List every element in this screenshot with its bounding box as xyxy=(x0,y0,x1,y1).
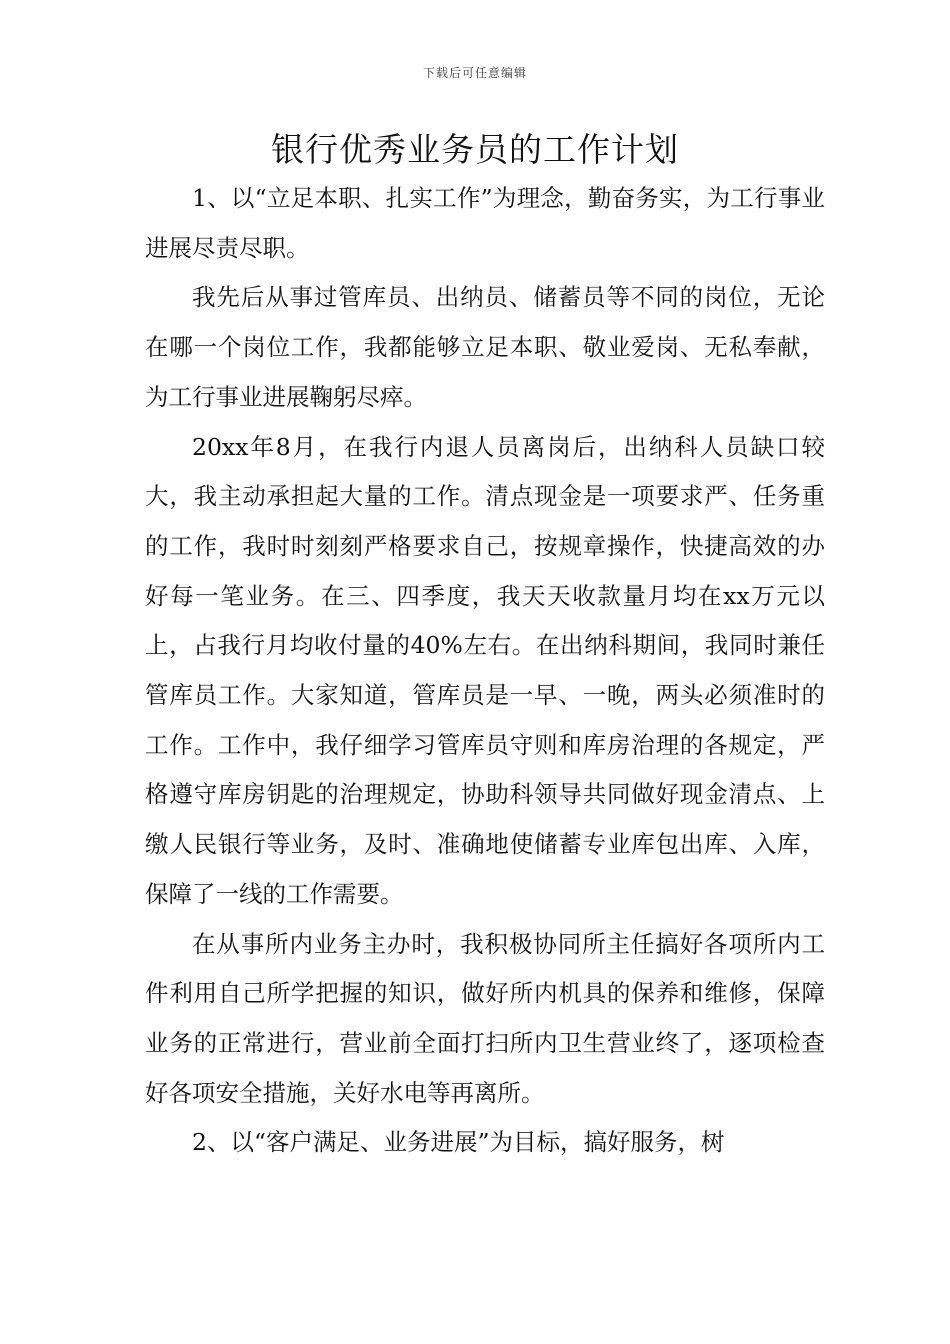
paragraph-1: 1、以“立足本职、扎实工作”为理念，勤奋务实，为工行事业进展尽责尽职。 xyxy=(145,184,825,262)
paragraph-4: 在从事所内业务主办时，我积极协同所主任搞好各项所内工件利用自己所学把握的知识，做好所内机具的保养和维修，保障业务的正常进行，营业前全面打扫所内卫生营业终了，逐项检查好各项安全措施，关好水电等再离所。 xyxy=(145,929,825,1107)
document-title: 银行优秀业务员的工作计划 xyxy=(271,130,679,169)
paragraph-3: 20xx年8月，在我行内退人员离岗后，出纳科人员缺口较大，我主动承担起大量的工作。清点现金是一项要求严、任务重的工作，我时时刻刻严格要求自己，按规章操作，快捷高效的办好每一笔业务。在三、四季度，我天天收款量月均在xx万元以上，占我行月均收付量的40%左右。在出纳科期间，我同时兼任管库员工作。大家知道，管库员是一早、一晚，两头必须准时的工作。工作中，我仔细学习管库员守则和库房治理的各规定，严格遵守库房钥匙的治理规定，协助科领导共同做好现金清点、上缴人民银行等业务，及时、准确地使储蓄专业库包出库、入库，保障了一线的工作需要。 xyxy=(145,432,825,908)
document-body xyxy=(145,174,825,1168)
header-note: 下载后可任意编辑 xyxy=(422,66,527,80)
paragraph-5: 2、以“客户满足、业务进展”为目标，搞好服务，树 xyxy=(192,1128,725,1157)
paragraph-2: 我先后从事过管库员、出纳员、储蓄员等不同的岗位，无论在哪一个岗位工作，我都能够立足本职、敬业爱岗、无私奉献，为工行事业进展鞠躬尽瘁。 xyxy=(145,283,825,411)
